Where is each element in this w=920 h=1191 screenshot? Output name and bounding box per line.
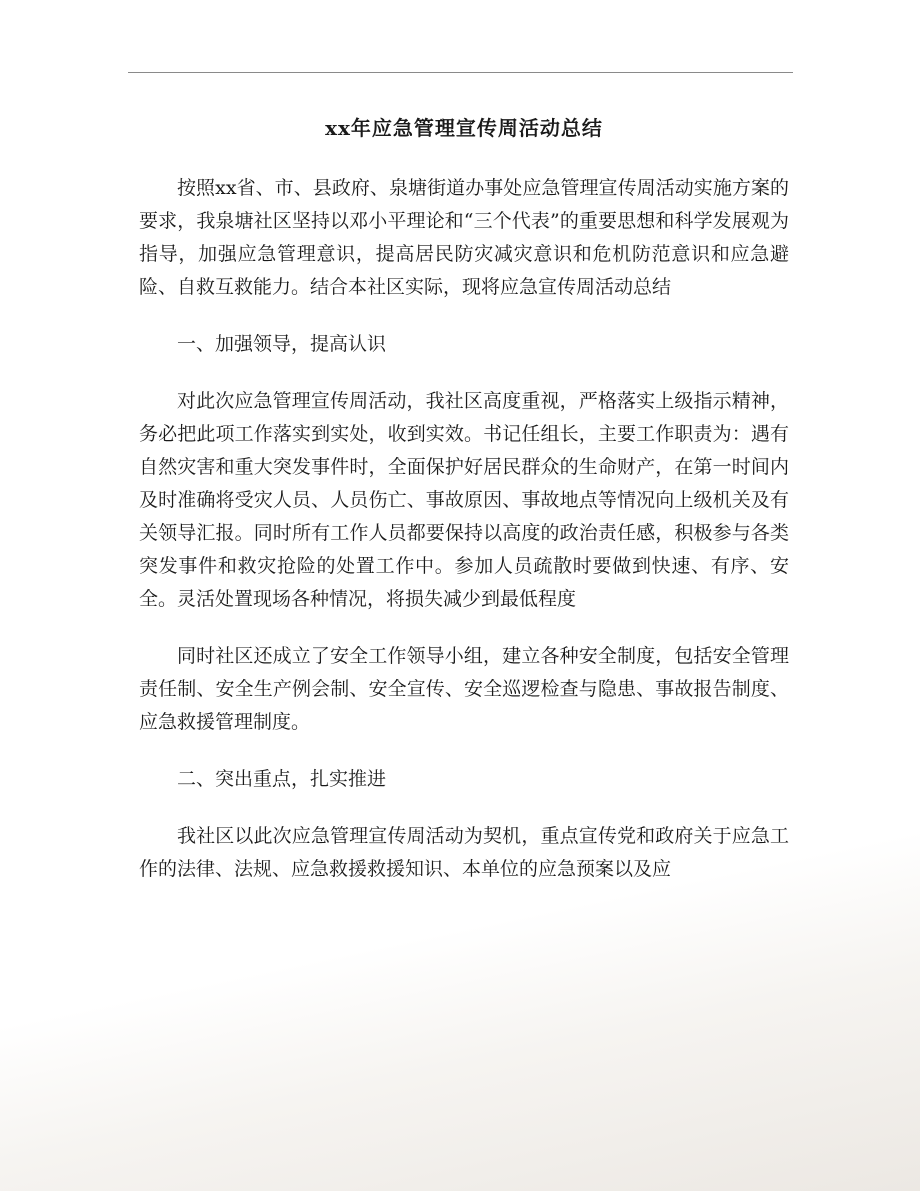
section-heading-1: 一、加强领导，提高认识 <box>177 333 387 355</box>
document-body <box>139 108 789 886</box>
intro-paragraph: 按照xx省、市、县政府、泉塘街道办事处应急管理宣传周活动实施方案的要求，我泉塘社区坚持以邓小平理论和“三个代表”的重要思想和科学发展观为指导，加强应急管理意识，提高居民防灾减灾意识和危机防范意识和应急避险、自救互救能力。结合本社区实际，现将应急宣传周活动总结 <box>139 177 789 298</box>
body-paragraph-leadership: 对此次应急管理宣传周活动，我社区高度重视，严格落实上级指示精神，务必把此项工作落实到实处，收到实效。书记任组长，主要工作职责为：遇有自然灾害和重大突发事件时，全面保护好居民群众的生命财产，在第一时间内及时准确将受灾人员、人员伤亡、事故原因、事故地点等情况向上级机关及有关领导汇报。同时所有工作人员都要保持以高度的政治责任感，积极参与各类突发事件和救灾抢险的处置工作中。参加人员疏散时要做到快速、有序、安全。灵活处置现场各种情况，将损失减少到最低程度 <box>139 390 789 610</box>
document-title: xx年应急管理宣传周活动总结 <box>325 116 603 140</box>
section-heading-2: 二、突出重点，扎实推进 <box>177 768 387 790</box>
body-paragraph-safety-system: 同时社区还成立了安全工作领导小组，建立各种安全制度，包括安全管理责任制、安全生产例会制、安全宣传、安全巡逻检查与隐患、事故报告制度、应急救援管理制度。 <box>139 645 789 733</box>
header-rule <box>128 72 793 73</box>
body-paragraph-publicity: 我社区以此次应急管理宣传周活动为契机，重点宣传党和政府关于应急工作的法律、法规、应急救援救援知识、本单位的应急预案以及应 <box>139 825 789 880</box>
